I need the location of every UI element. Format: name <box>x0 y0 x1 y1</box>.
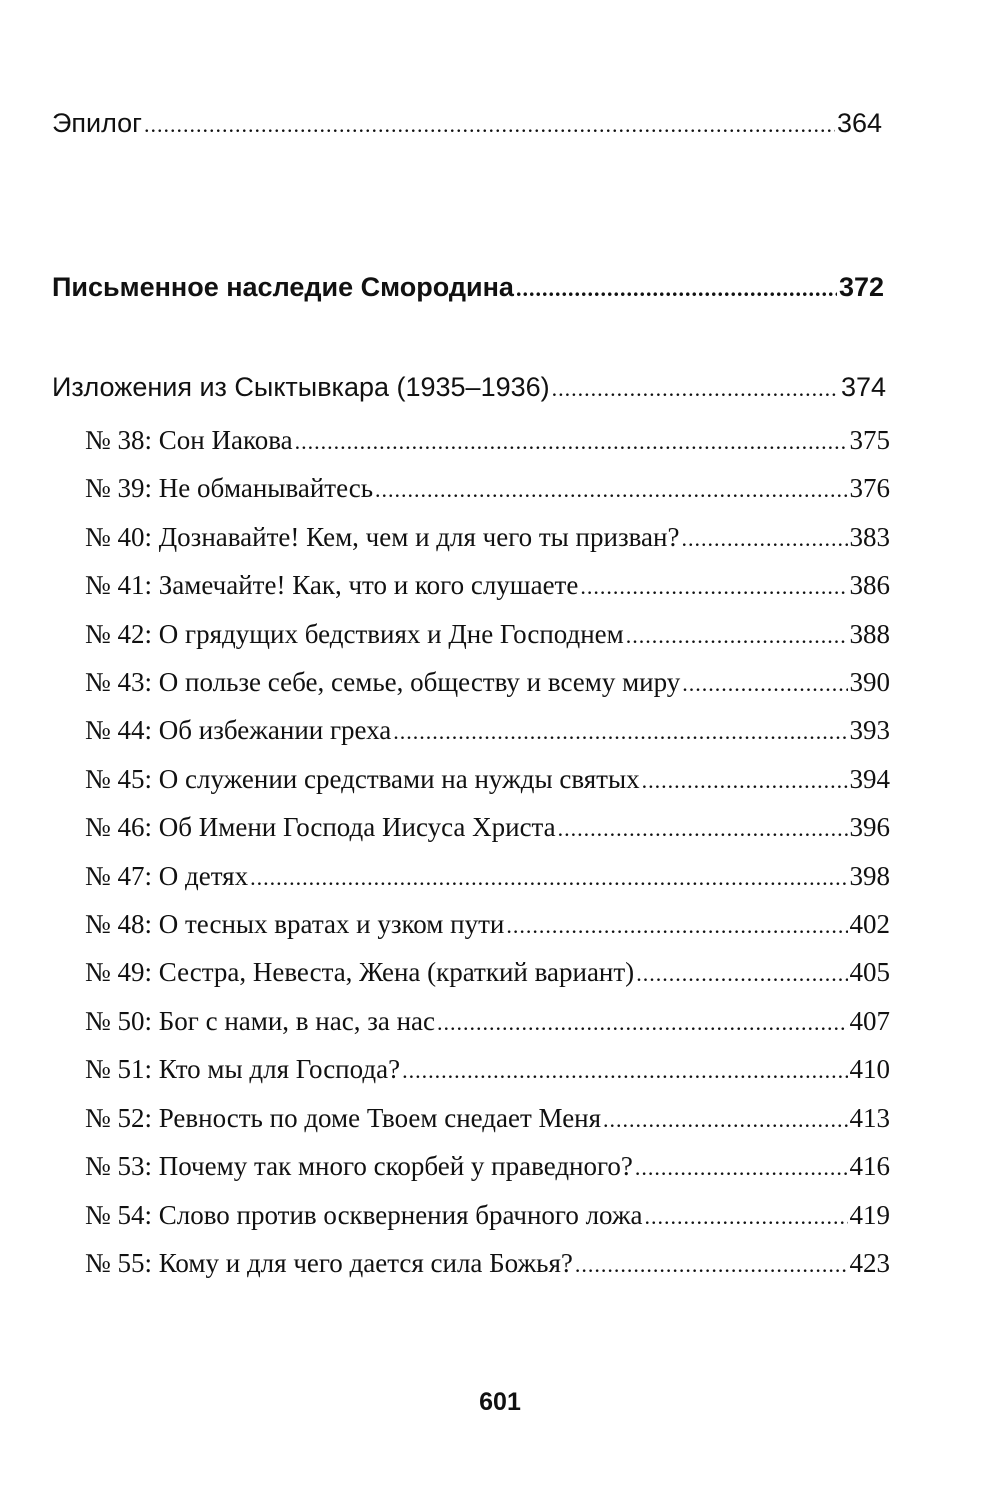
dot-leader <box>437 1010 847 1036</box>
dot-leader <box>516 276 837 302</box>
dot-leader <box>402 1058 847 1084</box>
toc-entry <box>85 522 890 553</box>
dot-leader <box>144 112 835 138</box>
toc-entry <box>85 764 890 795</box>
toc-part-heading <box>52 272 884 303</box>
toc-entry <box>85 957 890 988</box>
toc-entry-page: 407 <box>849 1006 890 1036</box>
toc-entry-page: 416 <box>849 1151 890 1181</box>
dot-leader <box>295 429 848 455</box>
toc-entry-title: № 44: Об избежании греха <box>85 715 392 745</box>
toc-entry-page: 419 <box>849 1200 890 1230</box>
dot-leader <box>558 816 848 842</box>
toc-section-page: 374 <box>840 372 886 402</box>
toc-entry <box>85 812 890 843</box>
dot-leader <box>250 865 847 891</box>
toc-entry-title: № 55: Кому и для чего дается сила Божья? <box>85 1248 573 1278</box>
toc-entry-page: 405 <box>849 957 890 987</box>
toc-entry <box>85 1200 890 1231</box>
toc-entry <box>85 1006 890 1037</box>
toc-entry <box>85 1054 890 1085</box>
toc-entry-page: 383 <box>849 522 890 552</box>
toc-entry-page: 376 <box>849 473 890 503</box>
dot-leader <box>375 477 847 503</box>
toc-entry-page: 396 <box>849 812 890 842</box>
toc-entry <box>85 1151 890 1182</box>
toc-entry-page: 398 <box>849 861 890 891</box>
dot-leader <box>506 913 847 939</box>
toc-entry-page: 393 <box>849 715 890 745</box>
dot-leader <box>626 623 848 649</box>
toc-entry <box>85 1103 890 1134</box>
toc-entry-title: № 46: Об Имени Господа Иисуса Христа <box>85 812 556 842</box>
toc-entry-title: Эпилог <box>52 108 143 138</box>
toc-entry-title: № 47: О детях <box>85 861 249 891</box>
toc-entry-title: № 51: Кто мы для Господа? <box>85 1054 401 1084</box>
dot-leader <box>645 1204 848 1230</box>
dot-leader <box>642 768 848 794</box>
dot-leader <box>603 1107 847 1133</box>
toc-entry-title: № 50: Бог с нами, в нас, за нас <box>85 1006 436 1036</box>
toc-entry-title: № 48: О тесных вратах и узком пути <box>85 909 505 939</box>
page-number: 601 <box>479 1388 521 1416</box>
toc-entry-page: 410 <box>849 1054 890 1084</box>
toc-entry-title: № 39: Не обманывайтесь <box>85 473 374 503</box>
toc-entry <box>85 667 890 698</box>
toc-part-title: Письменное наследие Смородина <box>52 272 514 302</box>
toc-entry-title: № 53: Почему так много скорбей у праведного? <box>85 1151 633 1181</box>
toc-entry-page: 394 <box>849 764 890 794</box>
toc-entry-page: 423 <box>849 1248 890 1278</box>
toc-entry-page: 413 <box>849 1103 890 1133</box>
toc-entry <box>85 715 890 746</box>
dot-leader <box>393 719 847 745</box>
toc-entry <box>85 909 890 940</box>
toc-entry-epilog <box>52 108 882 139</box>
toc-entry-page: 386 <box>849 570 890 600</box>
dot-leader <box>636 961 847 987</box>
toc-entry-title: № 49: Сестра, Невеста, Жена (краткий вариант) <box>85 957 635 987</box>
toc-section-heading <box>52 372 886 403</box>
toc-entry-title: № 45: О служении средствами на нужды святых <box>85 764 640 794</box>
toc-section-title: Изложения из Сыктывкара (1935–1936) <box>52 372 550 402</box>
toc-entry <box>85 1248 890 1279</box>
toc-entry-page: 364 <box>836 108 882 138</box>
toc-entry <box>85 425 890 456</box>
toc-entry-page: 390 <box>849 667 890 697</box>
dot-leader <box>575 1252 848 1278</box>
dot-leader <box>580 574 847 600</box>
dot-leader <box>552 376 839 402</box>
toc-entry <box>85 861 890 892</box>
toc-entry <box>85 473 890 504</box>
toc-entry-page: 375 <box>849 425 890 455</box>
toc-entry <box>85 619 890 650</box>
toc-entry-title: № 40: Дознавайте! Кем, чем и для чего ты призван? <box>85 522 680 552</box>
toc-entry-title: № 43: О пользе себе, семье, обществу и всему миру <box>85 667 681 697</box>
toc-entry-title: № 42: О грядущих бедствиях и Дне Господнем <box>85 619 624 649</box>
toc-entry <box>85 570 890 601</box>
toc-entry-title: № 52: Ревность по доме Твоем снедает Меня <box>85 1103 602 1133</box>
toc-entry-title: № 41: Замечайте! Как, что и кого слушаете <box>85 570 579 600</box>
toc-entry-title: № 38: Сон Иакова <box>85 425 293 455</box>
toc-part-page: 372 <box>838 272 884 302</box>
dot-leader <box>681 526 847 552</box>
toc-entry-page: 402 <box>849 909 890 939</box>
dot-leader <box>682 671 847 697</box>
dot-leader <box>635 1155 848 1181</box>
toc-entry-title: № 54: Слово против осквернения брачного ложа <box>85 1200 643 1230</box>
toc-entry-page: 388 <box>849 619 890 649</box>
